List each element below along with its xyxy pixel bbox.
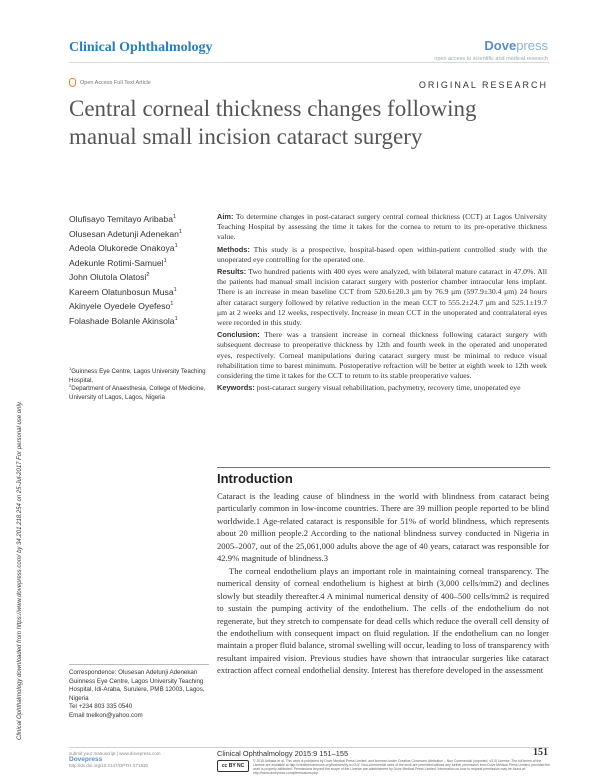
correspondence-address: Guinness Eye Centre, Lagos University Teaching Hospital, Idi-Araba, Surulere, PMB 12003, Lagos, Nigeria <box>69 677 205 702</box>
affiliation-mark: 2 <box>69 382 72 388</box>
author <box>69 314 219 329</box>
author-affiliation-mark: 1 <box>172 214 177 221</box>
correspondence-email[interactable]: Email tnelkon@yahoo.com <box>69 711 143 719</box>
abstract-label: Conclusion: <box>217 330 260 340</box>
affiliation <box>69 382 219 402</box>
header-divider <box>69 62 549 63</box>
open-access-text: Open Access Full Text Article <box>80 79 151 86</box>
abstract-results <box>217 267 547 328</box>
section-divider <box>217 467 550 468</box>
author-affiliation-mark: 1 <box>174 315 178 322</box>
author-affiliation-mark: 1 <box>174 243 178 250</box>
paragraph: The corneal endothelium plays an important role in maintaining corneal transparency. The numerical density of corneal endothelium is highest at birth (3,000 cells/mm2) and declines slowly but steadily thereafter.4 A minimal numerical density of 400–500 cells/mm2 is required to sustain the pumping activity of the endothelium. The cells of the endothelium do not regenerate, but they stretch to compensate for dead cells which reduce the overall cell density of the endothelium with consequent impact on fluid regulation. If the endothelium can no longer maintain a proper fluid balance, stromal swelling will occur, leading to loss of transparency with resultant impaired vision. Previous studies have shown that intraocular surgeries like cataract extraction affect corneal endothelial density. Interest has therefore developed in the assessment <box>217 565 549 676</box>
author <box>69 212 219 227</box>
author-name: Olufisayo Temitayo Aribaba <box>69 214 173 224</box>
abstract <box>217 212 547 395</box>
affiliation-mark: 1 <box>69 365 72 371</box>
author-name: Folashade Bolanle Akinsola <box>69 315 175 326</box>
publisher-tagline: open access to scientific and medical research <box>434 56 548 62</box>
section-heading-introduction: Introduction <box>217 471 293 486</box>
abstract-text: To determine changes in post-cataract surgery central corneal thickness (CCT) at Lagos University Teaching Hospital by assessing the time it takes for the cornea to return to its pre-operative thickness value. <box>217 212 547 242</box>
author-affiliation-mark: 1 <box>170 301 174 308</box>
page-number: 151 <box>533 747 548 758</box>
abstract-label: Methods: <box>217 244 250 254</box>
abstract-text: There was a transient increase in corneal thickness following cataract surgery with subsequent decrease to preoperative thickness by 12th and fourth week in the operated and unoperated eyes, respectively. Corneal manipulations during cataract surgery must be minimal to reduce visual rehabilitation time to barest minimum. Postoperative refraction will be better at eighth week to 12th week considering the time it takes for the CCT to return to its stable preoperative values. <box>217 330 547 381</box>
license-text: © 2015 Aribaba et al. This work is published by Dove Medical Press Limited, and licensed under Creative Commons Attribution – Non Commercial (unported, v3.0) License. The full terms of the License are available at http://creativecommons.org/licenses/by-nc/3.0/. Non-commercial uses of the work are permitted without any further permission from Dove Medical Press Limited, provided the work is properly attributed. Permissions beyond the scope of the License are administered by Dove Medical Press Limited. Information on how to request permission may be found at: http://www.dovepress.com/permissions.php <box>253 759 551 776</box>
author <box>69 256 219 271</box>
article-title: Central corneal thickness changes following manual small incision cataract surgery <box>69 96 477 149</box>
author <box>69 227 219 242</box>
footer-dove-logo[interactable]: Dovepress <box>69 756 103 763</box>
submit-link[interactable]: submit your manuscript | www.dovepress.com <box>69 751 161 756</box>
cc-license-icon[interactable]: cc BY NC <box>217 760 249 772</box>
affiliation <box>69 365 219 385</box>
author-name: John Olutola Olatosi <box>69 272 147 282</box>
article-type: ORIGINAL RESEARCH <box>418 80 548 90</box>
author <box>69 241 219 256</box>
abstract-aim <box>217 212 547 243</box>
paragraph: Cataract is the leading cause of blindness in the world with blindness from cataract being particularly common in low-income countries. There are 39 million people reported to be blind worldwide.1 Age-related cataract is responsible for 51% of world blindness, which represents about 20 million people.2 According to the national blindness survey conducted in Nigeria in 2005–2007, out of the 25,061,000 adults above the age of 40 years, cataract was responsible for 42.9% magnitude of blindness.3 <box>217 491 549 564</box>
footer-links <box>69 751 209 769</box>
abstract-keywords <box>217 383 547 393</box>
abstract-methods <box>217 245 547 265</box>
open-access-label <box>69 78 151 87</box>
author-affiliation-mark: 1 <box>173 286 177 293</box>
abstract-conclusion <box>217 330 547 381</box>
publisher-logo-main: Dove <box>484 38 517 53</box>
journal-name[interactable]: Clinical Ophthalmology <box>69 40 213 55</box>
abstract-text: This study is a prospective, hospital-based open within-patient controlled study with the unoperated eye controlling for the operated one. <box>217 244 547 264</box>
abstract-text: post-cataract surgery visual rehabilitation, pachymetry, recovery time, unoperated eye <box>254 383 521 393</box>
abstract-text: Two hundred patients with 400 eyes were analyzed, with bilateral mature cataract in 47.0%. All the patients had manual small incision cataract surgery with posterior chamber intraocular lens implant. There is an increase in mean baseline CCT from 520.6±20.3 μm by 76.9 μm (597.9±30.4 μm) 24 hours after cataract surgery followed by relative reduction in the mean CCT to 555.2±24.7 μm and 525.1±19.7 μm at 2 weeks and 12 weeks, respectively. Increase in mean CCT in the unoperated and contralateral eyes were recorded in this study. <box>217 267 547 328</box>
abstract-label: Keywords: <box>217 383 255 393</box>
footer-divider <box>69 747 549 748</box>
abstract-label: Aim: <box>217 212 234 221</box>
author <box>69 299 219 314</box>
affiliations <box>69 365 219 402</box>
author-affiliation-mark: 1 <box>163 257 167 264</box>
open-access-lock-icon <box>69 78 76 87</box>
author-affiliation-mark: 1 <box>178 228 183 235</box>
author-name: Akinyele Oyedele Oyefeso <box>69 301 171 311</box>
affiliation-text: Guinness Eye Centre, Lagos University Teaching Hospital, <box>69 368 206 384</box>
author-name: Adeola Olukorede Onakoya <box>69 243 175 253</box>
affiliation-text: Department of Anaesthesia, College of Medicine, University of Lagos, Lagos, Nigeria <box>69 385 206 401</box>
correspondence <box>69 669 219 721</box>
author <box>69 270 219 285</box>
author-name: Adekunle Rotimi-Samuel <box>69 257 164 268</box>
author <box>69 285 219 300</box>
abstract-label: Results: <box>217 267 247 277</box>
correspondence-divider <box>69 664 209 665</box>
author-affiliation-mark: 2 <box>146 272 150 279</box>
doi-link[interactable]: http://dx.doi.org/10.2147/OPTH.S71930 <box>69 763 149 768</box>
author-list <box>69 212 219 328</box>
correspondence-phone: Tel +234 803 335 0540 <box>69 703 133 711</box>
introduction-body <box>217 490 549 677</box>
download-watermark-text: Clinical Ophthalmology downloaded from https://www.dovepress.com/ by 34.201.218.254 on 25-Jul-2017 For personal use only. <box>17 400 23 740</box>
publisher-logo[interactable] <box>484 38 548 53</box>
download-watermark <box>16 160 30 740</box>
correspondence-name: Correspondence: Olusesan Adetunji Adenekan <box>69 669 198 676</box>
publisher-logo-press: press <box>516 38 548 53</box>
author-name: Olusesan Adetunji Adenekan <box>69 228 179 239</box>
author-name: Kareem Olatunbosun Musa <box>69 286 174 297</box>
footer-citation: Clinical Ophthalmology 2015:9 151–155 <box>217 749 349 758</box>
